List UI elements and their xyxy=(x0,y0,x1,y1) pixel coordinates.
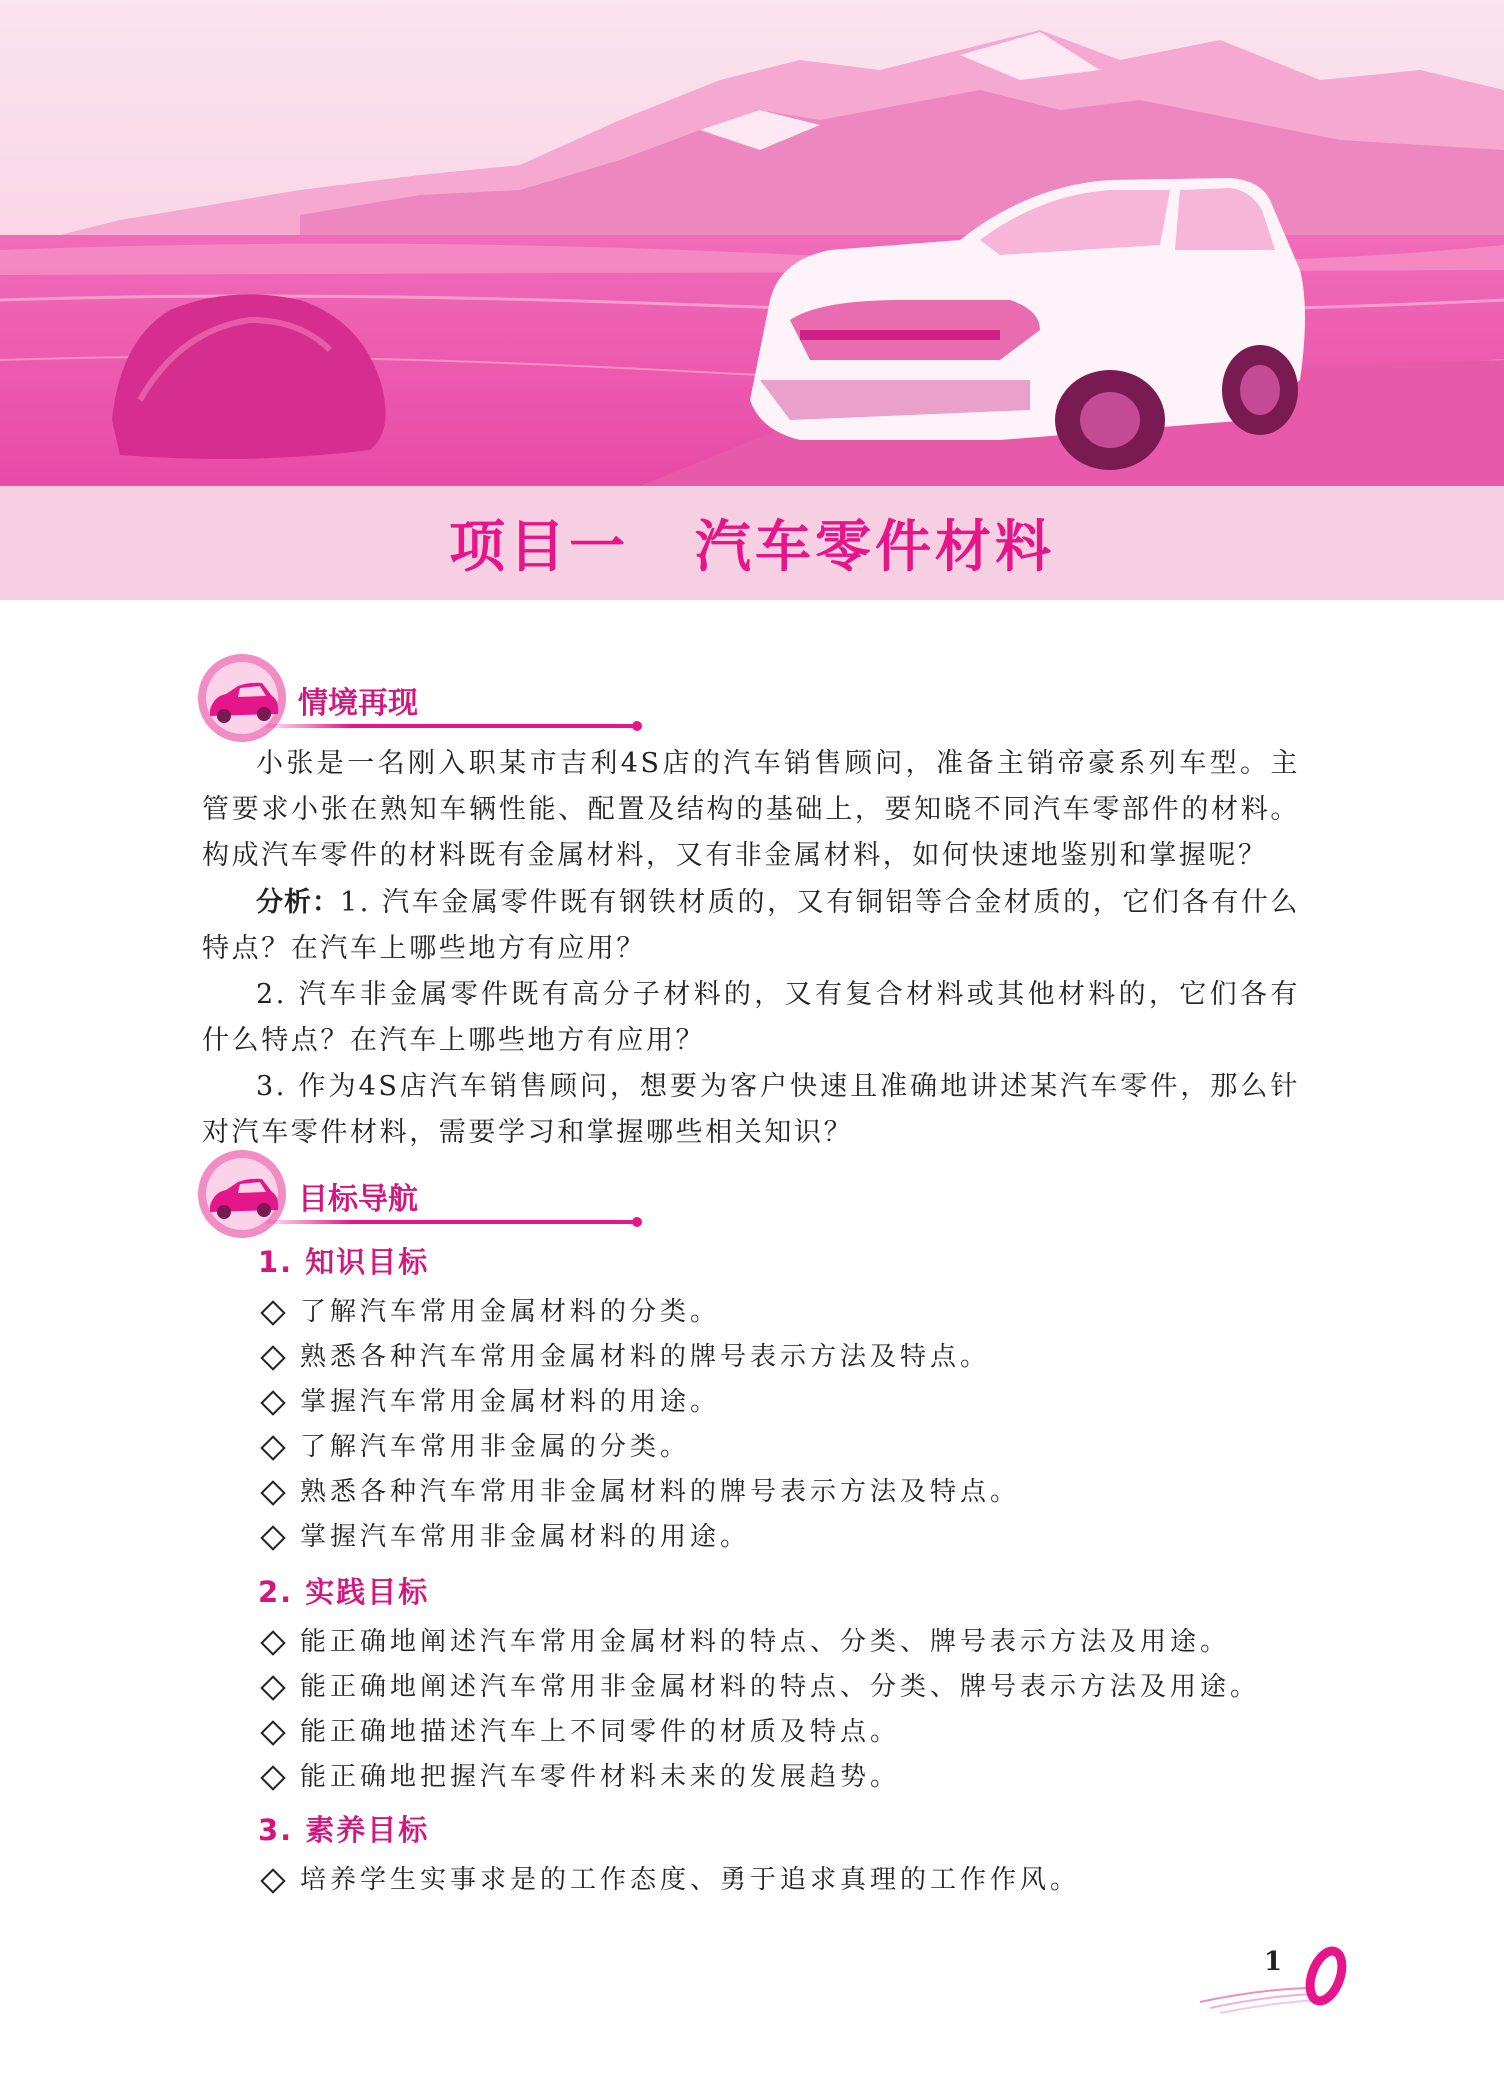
diamond-bullet-icon xyxy=(260,1480,285,1505)
diamond-bullet-icon xyxy=(260,1630,285,1655)
section-underline xyxy=(256,724,636,728)
quality-goals-title: 3. 素养目标 xyxy=(258,1813,430,1847)
list-item: 能正确地阐述汽车常用非金属材料的特点、分类、牌号表示方法及用途。 xyxy=(258,1665,1260,1710)
section-header-scenario xyxy=(196,652,616,744)
diamond-bullet-icon xyxy=(260,1675,285,1700)
underline-dot xyxy=(632,1217,642,1227)
list-item: 能正确地把握汽车零件材料未来的发展趋势。 xyxy=(258,1755,1260,1800)
list-item: 了解汽车常用金属材料的分类。 xyxy=(258,1290,1020,1335)
page-number: 1 xyxy=(1264,1947,1283,1977)
analysis-1 xyxy=(202,880,1300,972)
practice-goals-title: 2. 实践目标 xyxy=(258,1575,430,1609)
scenario-intro: 小张是一名刚入职某市吉利4S店的汽车销售顾问，准备主销帝豪系列车型。主管要求小张在熟知车辆性能、配置及结构的基础上，要知晓不同汽车零部件的材料。构成汽车零件的材料既有金属材料，又有非金属材料，如何快速地鉴别和掌握呢？ xyxy=(202,748,1300,871)
knowledge-goals-list xyxy=(258,1290,1020,1560)
car-badge-icon xyxy=(196,652,288,744)
diamond-bullet-icon xyxy=(260,1765,285,1790)
list-item: 熟悉各种汽车常用金属材料的牌号表示方法及特点。 xyxy=(258,1335,1020,1380)
car-badge-icon xyxy=(196,1148,288,1240)
list-item: 培养学生实事求是的工作态度、勇于追求真理的工作作风。 xyxy=(258,1858,1080,1903)
diamond-bullet-icon xyxy=(260,1435,285,1460)
diamond-bullet-icon xyxy=(260,1300,285,1325)
project-title-name: 汽车零件材料 xyxy=(695,515,1055,580)
analysis-3: 3. 作为4S店汽车销售顾问，想要为客户快速且准确地讲述某汽车零件，那么针对汽车零件材料，需要学习和掌握哪些相关知识？ xyxy=(202,1071,1300,1148)
diamond-bullet-icon xyxy=(260,1868,285,1893)
underline-dot xyxy=(632,721,642,731)
project-title-prefix: 项目一 xyxy=(449,515,629,580)
list-item: 熟悉各种汽车常用非金属材料的牌号表示方法及特点。 xyxy=(258,1470,1020,1515)
section-title-scenario: 情境再现 xyxy=(298,686,418,721)
list-item: 了解汽车常用非金属的分类。 xyxy=(258,1425,1020,1470)
banner-illustration xyxy=(0,0,1504,486)
list-item: 能正确地描述汽车上不同零件的材质及特点。 xyxy=(258,1710,1260,1755)
analysis-1-text: 1. 汽车金属零件既有钢铁材质的，又有铜铝等合金材质的，它们各有什么特点？在汽车上哪些地方有应用？ xyxy=(202,887,1301,964)
analysis-2: 2. 汽车非金属零件既有高分子材料的，又有复合材料或其他材料的，它们各有什么特点？在汽车上哪些地方有应用？ xyxy=(202,979,1300,1056)
list-item: 掌握汽车常用金属材料的用途。 xyxy=(258,1380,1020,1425)
project-title xyxy=(449,503,1055,583)
project-title-band xyxy=(0,486,1504,600)
section-underline xyxy=(256,1220,636,1224)
practice-goals-list xyxy=(258,1620,1260,1800)
list-item: 能正确地阐述汽车常用金属材料的特点、分类、牌号表示方法及用途。 xyxy=(258,1620,1260,1665)
section-header-goals xyxy=(196,1148,616,1240)
diamond-bullet-icon xyxy=(260,1345,285,1370)
diamond-bullet-icon xyxy=(260,1390,285,1415)
list-item: 掌握汽车常用非金属材料的用途。 xyxy=(258,1515,1020,1560)
section-title-goals: 目标导航 xyxy=(298,1182,418,1217)
analysis-label: 分析： xyxy=(256,887,341,918)
diamond-bullet-icon xyxy=(260,1720,285,1745)
quality-goals-list xyxy=(258,1858,1080,1903)
car-landscape-image xyxy=(0,0,1504,486)
knowledge-goals-title: 1. 知识目标 xyxy=(258,1245,430,1279)
diamond-bullet-icon xyxy=(260,1525,285,1550)
